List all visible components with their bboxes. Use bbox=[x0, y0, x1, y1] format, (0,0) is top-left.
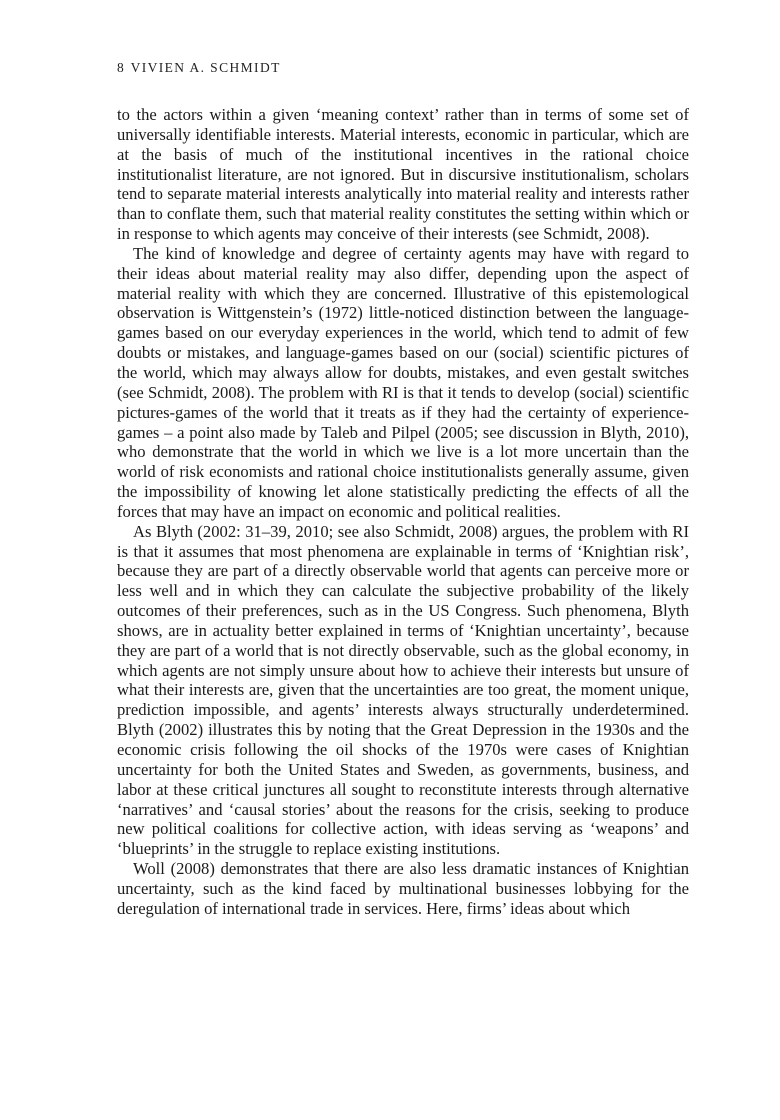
body-text bbox=[117, 105, 689, 919]
paragraph: As Blyth (2002: 31–39, 2010; see also Schmidt, 2008) argues, the problem with RI is that it assumes that most phenomena are explainable in terms of ‘Knightian risk’, because they are part of a directly observable world that agents can perceive more or less well and in which they can calculate the subjective probability of the likely outcomes of their preferences, such as in the US Congress. Such phenomena, Blyth shows, are in actuality better explained in terms of ‘Knightian uncertainty’, because they are part of a world that is not directly observable, such as the global economy, in which agents are not simply unsure about how to achieve their interests but unsure of what their interests are, given that the uncertainties are too great, the moment unique, prediction impossible, and agents’ interests always structurally underdetermined. Blyth (2002) illustrates this by noting that the Great Depression in the 1930s and the economic crisis following the oil shocks of the 1970s were cases of Knightian uncertainty for both the United States and Sweden, as governments, business, and labor at these critical junctures all sought to reconstitute interests through alternative ‘narratives’ and ‘causal stories’ about the reasons for the crisis, seeking to produce new political coalitions for collective action, with ideas serving as ‘weapons’ and ‘blueprints’ in the struggle to replace existing institutions. bbox=[117, 521, 689, 859]
running-head-author: VIVIEN A. SCHMIDT bbox=[130, 60, 281, 75]
page-number: 8 bbox=[117, 60, 125, 75]
running-head bbox=[117, 60, 281, 76]
paragraph: The kind of knowledge and degree of certainty agents may have with regard to their ideas about material reality may also differ, depending upon the aspect of material reality with which they are concerned. Illustrative of this epistemological observation is Wittgenstein’s (1972) little-noticed distinction between the language-games based on our everyday experiences in the world, which tend to admit of few doubts or mistakes, and language-games based on our (social) scientific pictures of the world, which may always allow for doubts, mistakes, and even gestalt switches (see Schmidt, 2008). The problem with RI is that it tends to develop (social) scientific pictures-games of the world that it treats as if they had the certainty of experience-games – a point also made by Taleb and Pilpel (2005; see discussion in Blyth, 2010), who demonstrate that the world in which we live is a lot more uncertain than the world of risk economists and rational choice institutionalists generally assume, given the impossibility of knowing let alone statistically predicting the effects of all the forces that may have an impact on economic and political realities. bbox=[117, 243, 689, 521]
paragraph: to the actors within a given ‘meaning context’ rather than in terms of some set of universally identifiable interests. Material interests, economic in particular, which are at the basis of much of the institutional incentives in the rational choice institutionalist literature, are not ignored. But in discursive institutionalism, scholars tend to separate material interests analytically into material reality and interests rather than to conflate them, such that material reality constitutes the setting within which or in response to which agents may conceive of their interests (see Schmidt, 2008). bbox=[117, 105, 689, 244]
paragraph: Woll (2008) demonstrates that there are also less dramatic instances of Knightian uncertainty, such as the kind faced by multinational businesses lobbying for the deregulation of international trade in services. Here, firms’ ideas about which bbox=[117, 859, 689, 918]
